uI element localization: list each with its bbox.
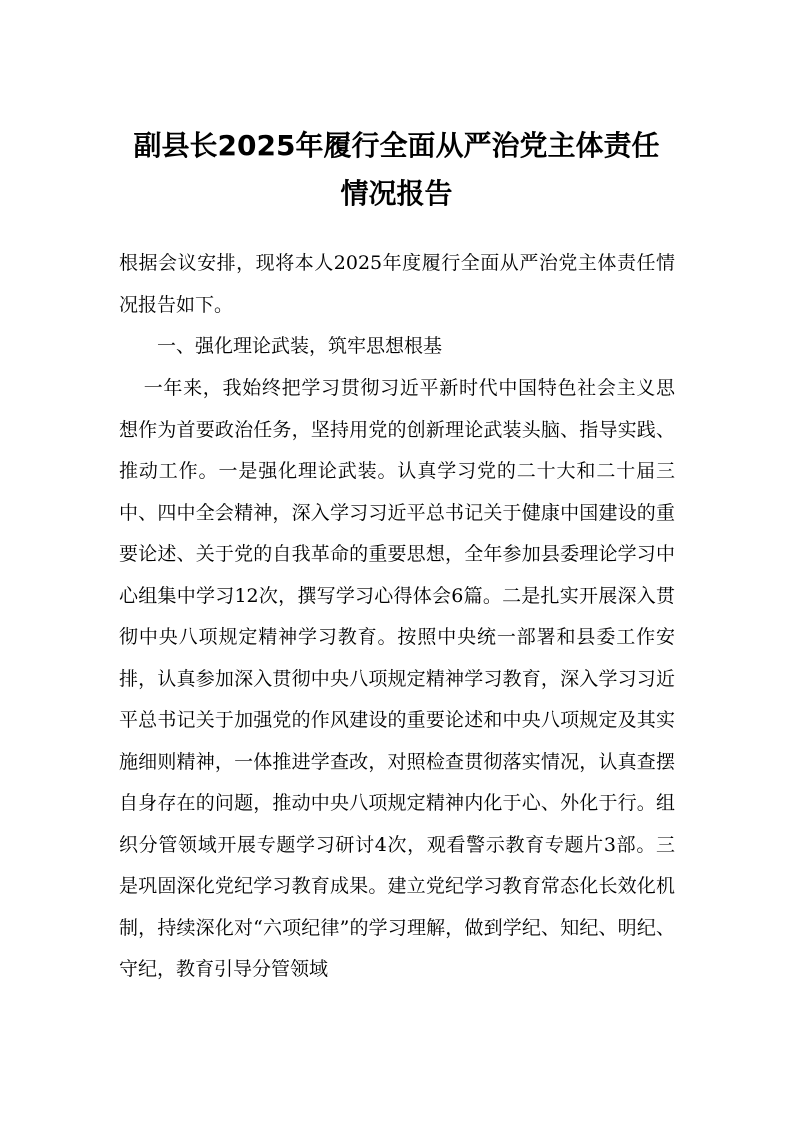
section-paragraph: 一年来，我始终把学习贯彻习近平新时代中国特色社会主义思想作为首要政治任务，坚持用党的创新理论武装头脑、指导实践、推动工作。一是强化理论武装。认真学习党的二十大和二十届三中、四中全会精神，深入学习习近平总书记关于健康中国建设的重要论述、关于党的自我革命的重要思想，全年参加县委理论学习中心组集中学习12次，撰写学习心得体会6篇。二是扎实开展深入贯彻中央八项规定精神学习教育。按照中央统一部署和县委工作安排，认真参加深入贯彻中央八项规定精神学习教育，深入学习习近平总书记关于加强党的作风建设的重要论述和中央八项规定及其实施细则精神，一体推进学查改，对照检查贯彻落实情况，认真查摆自身存在的问题，推动中央八项规定精神内化于心、外化于行。组织分管领域开展专题学习研讨4次，观看警示教育专题片3部。三是巩固深化党纪学习教育成果。建立党纪学习教育常态化长效化机制，持续深化对“六项纪律”的学习理解，做到学纪、知纪、明纪、守纪，教育引导分管领域 <box>119 377 675 980</box>
document-title: 副县长2025年履行全面从严治党主体责任 <box>133 129 660 162</box>
section-heading: 一、强化理论武装，筑牢思想根基 <box>157 335 443 357</box>
document-title-continued: 情况报告 <box>340 177 453 210</box>
intro-paragraph: 根据会议安排，现将本人2025年度履行全面从严治党主体责任情况报告如下。 <box>119 252 675 316</box>
